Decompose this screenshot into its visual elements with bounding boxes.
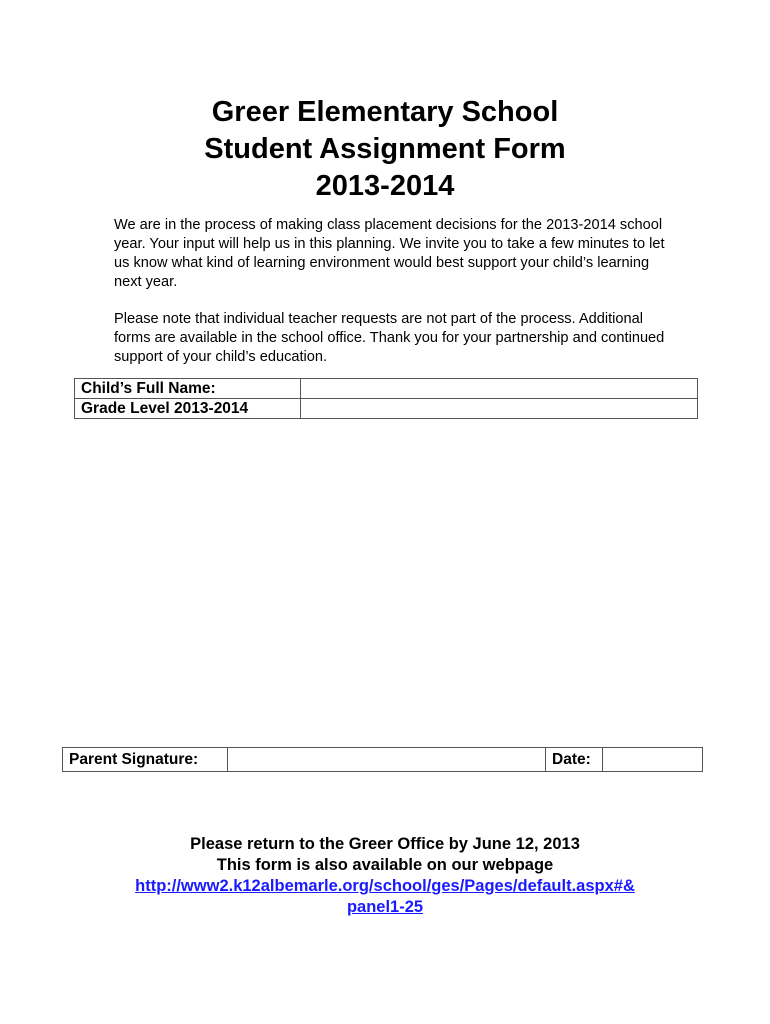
parent-signature-label: Parent Signature: <box>63 748 228 772</box>
table-row <box>63 748 703 772</box>
form-title: Student Assignment Form <box>204 133 566 165</box>
note-paragraph: Please note that individual teacher requests are not part of the process. Additional forms are available in the school office. Thank you for your partnership and continued support of your child’s education. <box>114 311 665 365</box>
grade-level-field[interactable] <box>301 399 698 419</box>
date-field[interactable] <box>603 748 703 772</box>
grade-level-label: Grade Level 2013-2014 <box>75 399 301 419</box>
signature-table <box>62 747 703 772</box>
footer <box>0 834 770 918</box>
webpage-link-line1: http://www2.k12albemarle.org/school/ges/Pages/default.aspx#& <box>135 877 635 895</box>
child-name-label: Child’s Full Name: <box>75 379 301 399</box>
intro-paragraph: We are in the process of making class placement decisions for the 2013-2014 school year. Your input will help us in this planning. We invite you to take a few minutes to let us know what kind of learning environment would best support your child’s learning next year. <box>114 217 665 290</box>
webpage-link[interactable] <box>0 876 770 918</box>
child-name-field[interactable] <box>301 379 698 399</box>
table-row <box>75 379 698 399</box>
web-note: This form is also available on our webpage <box>216 856 554 874</box>
parent-signature-field[interactable] <box>228 748 546 772</box>
webpage-link-line2: panel1-25 <box>346 898 424 916</box>
school-name: Greer Elementary School <box>211 96 559 128</box>
date-label: Date: <box>546 748 603 772</box>
return-note: Please return to the Greer Office by June 12, 2013 <box>190 835 580 853</box>
school-year: 2013-2014 <box>315 170 455 202</box>
table-row <box>75 399 698 419</box>
form-header <box>0 94 770 205</box>
student-info-table <box>74 378 698 419</box>
